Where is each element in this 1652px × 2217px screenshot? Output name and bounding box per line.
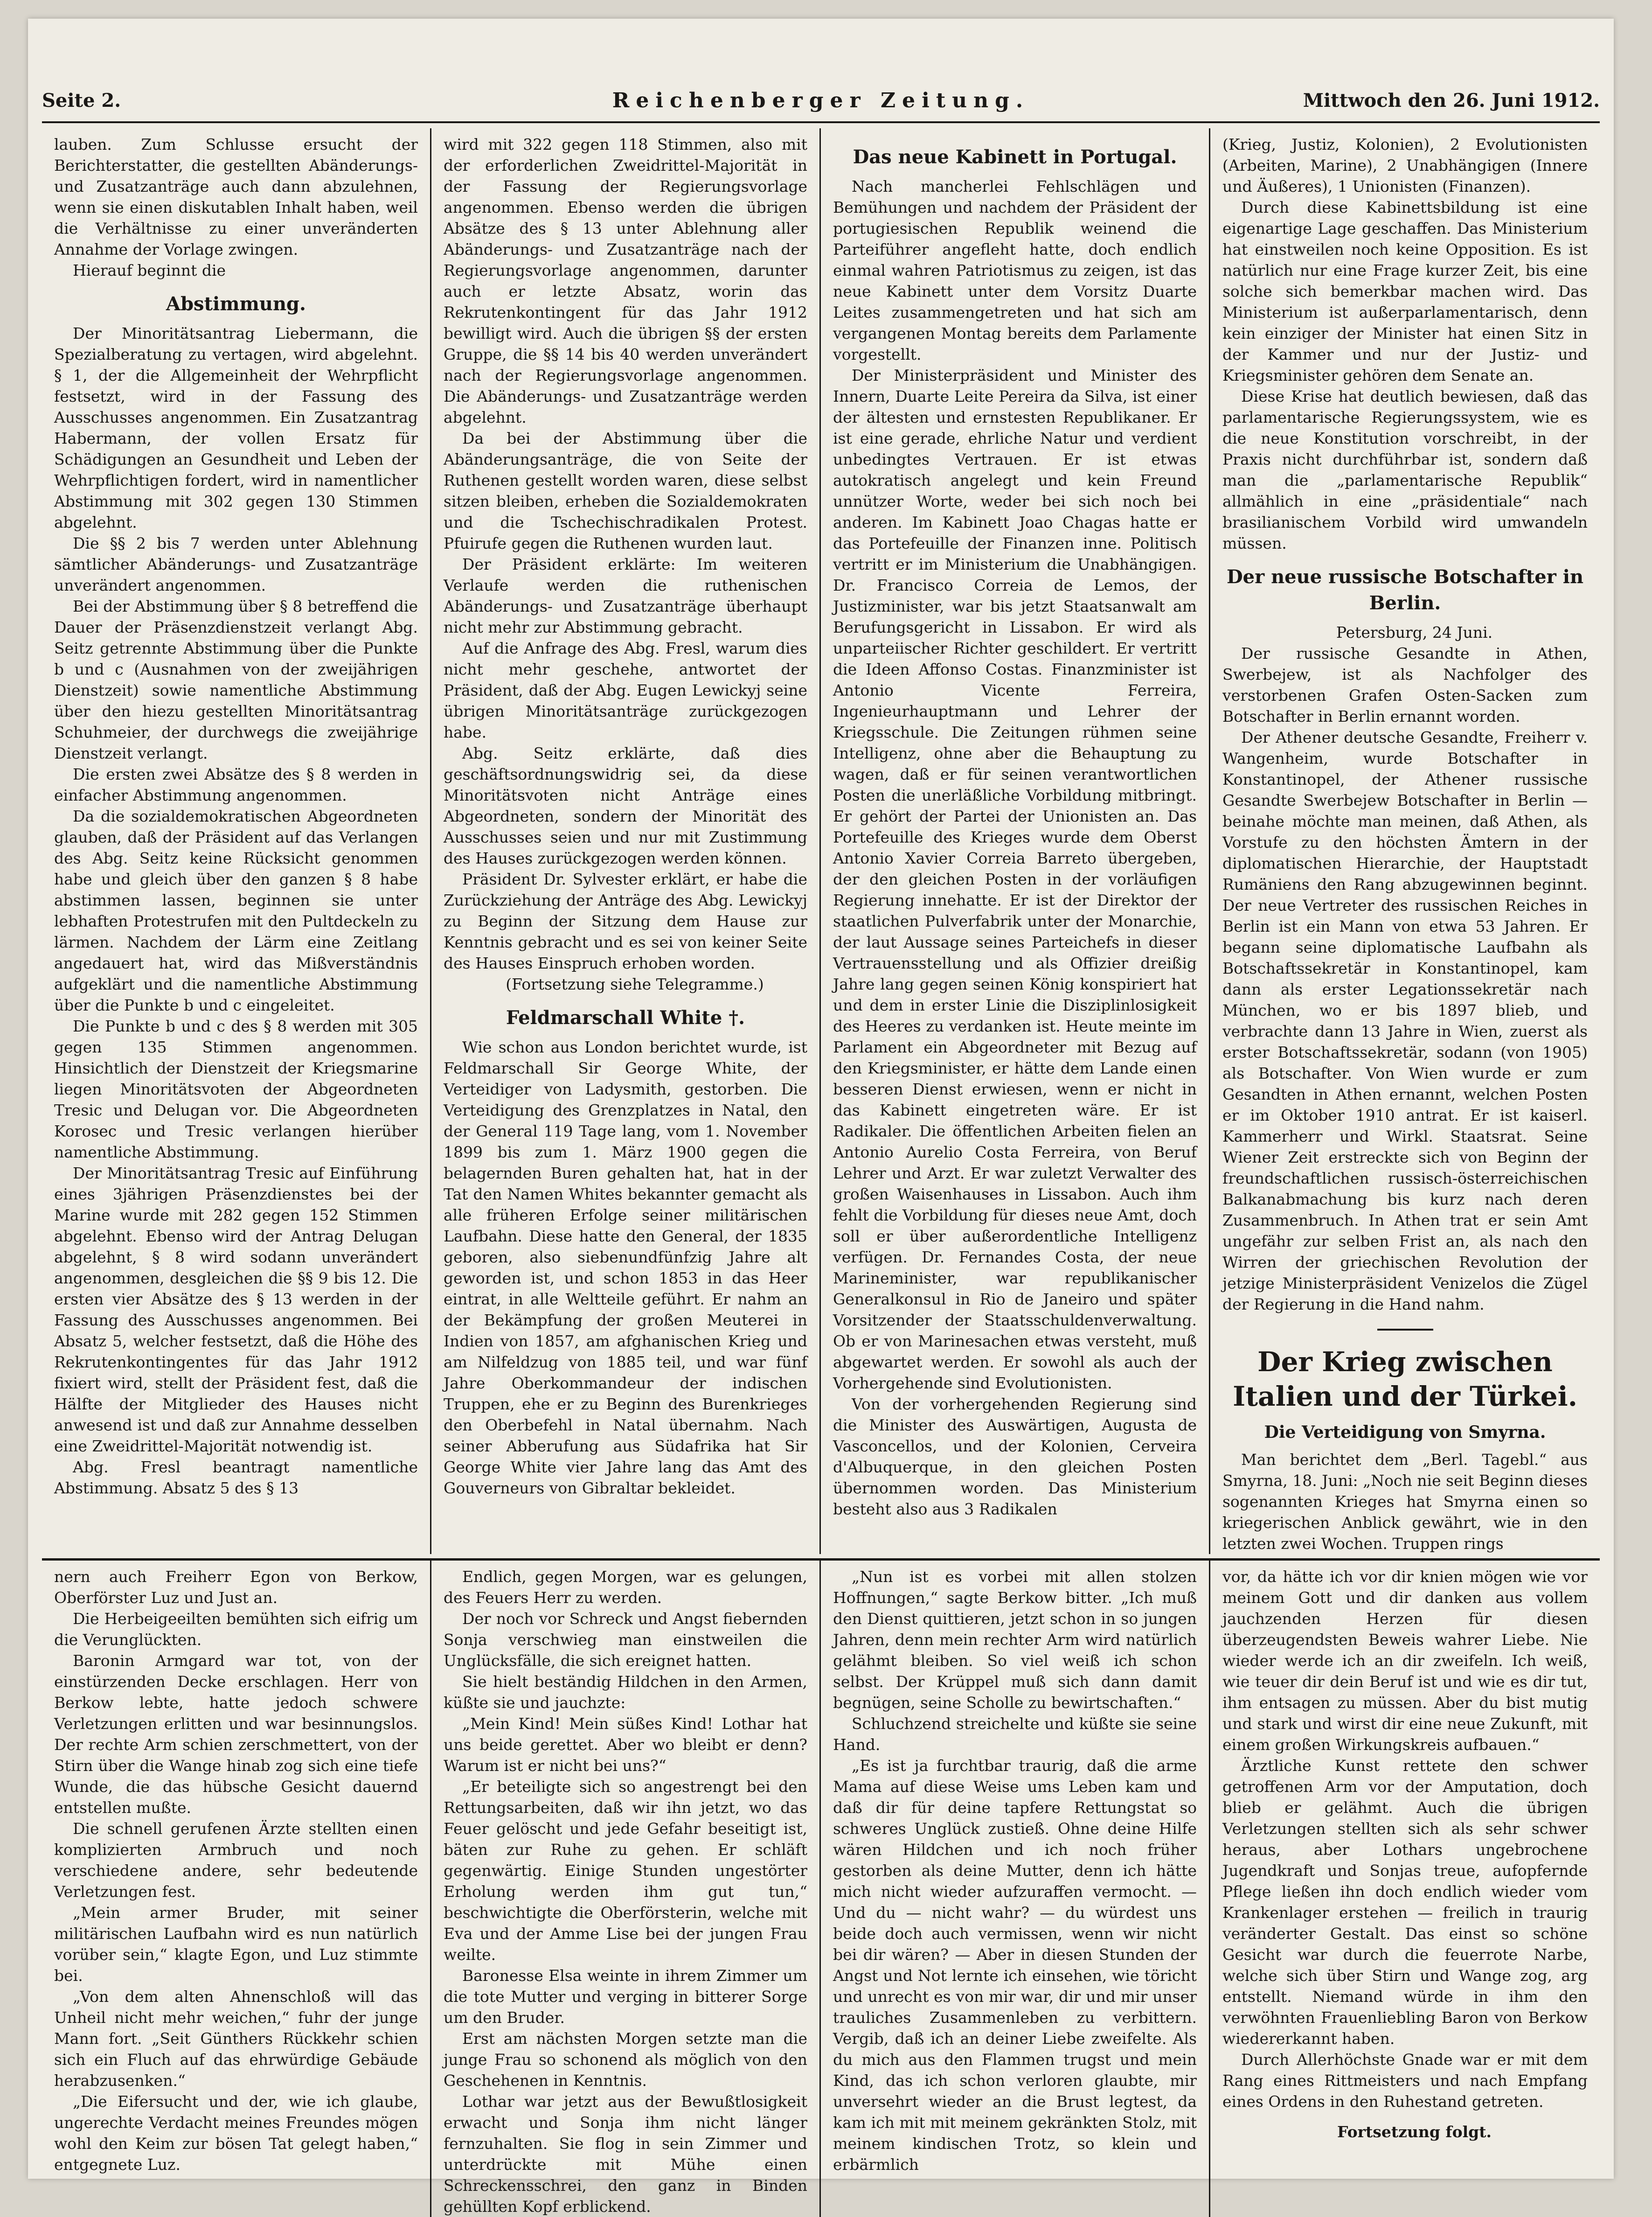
paragraph: Der Minoritätsantrag Tresic auf Einführung eines 3jährigen Präsenzdienstes bei der Marine wurde mit 282 gegen 152 Stimmen abgelehnt. Ebenso wird der Antrag Delugan abgelehnt, § 8 wird sodann unverändert angenommen, desgleichen die §§ 9 bis 12. Die ersten vier Absätze des § 13 werden in der Fassung des Ausschusses angenommen. Bei Absatz 5, welcher festsetzt, daß die Höhe des Rekrutenkontingentes für das Jahr 1912 fixiert wird, stellt der Präsident fest, daß die Hälfte der Mitglieder des Hauses nicht anwesend ist und daß zur Annahme desselben eine Zweidrittel-Majorität notwendig ist. xyxy=(54,1164,418,1455)
newspaper-page xyxy=(28,19,1614,2216)
paragraph: Lothar war jetzt aus der Bewußtlosigkeit erwacht und Sonja ihm nicht länger fernzuhalten. Sie flog in sein Zimmer und unterdrückte mit Mühe einen Schreckensschrei, den ganz in Binden gehüllten Kopf erblickend. xyxy=(444,2092,807,2216)
paragraph: Der Minoritätsantrag Liebermann, die Spezialberatung zu vertagen, wird abgelehnt. § 1, der die Allgemeinheit der Wehrpflicht festsetzt, wird in der Fassung des Ausschusses angenommen. Ein Zusatzantrag Habermann, der vollen Ersatz für Schädigungen an Gesundheit und Leben der Wehrpflichtigen fordert, wird in namentlicher Abstimmung mit 302 gegen 130 Stimmen abgelehnt. xyxy=(54,324,418,531)
feuilleton-column-1 xyxy=(42,1561,431,2217)
paragraph: Endlich, gegen Morgen, war es gelungen, des Feuers Herr zu werden. xyxy=(444,1568,807,1607)
feuilleton-section xyxy=(42,1558,1600,2216)
article-headline-white: Feldmarschall White †. xyxy=(506,1007,745,1029)
paragraph: „Von dem alten Ahnenschloß will das Unheil nicht mehr weichen,“ fuhr der junge Mann fort. „Seit Günthers Rückkehr schien sich ein Fluch auf das ehrwürdige Gebäude herabzusenken.“ xyxy=(54,1987,418,2090)
section-heading: Abstimmung. xyxy=(166,293,306,315)
paragraph: Durch diese Kabinettsbildung ist eine eigenartige Lage geschaffen. Das Ministerium hat einstweilen noch keine Opposition. Es ist natürlich nur eine Frage kurzer Zeit, bis eine solche sich bemerkbar machen wird. Das Ministerium ist außerparlamentarisch, denn kein einziger der Minister hat einen Sitz in der Kammer und nur der Justiz- und Kriegsminister gehören dem Senate an. xyxy=(1222,198,1588,384)
paragraph: Da bei der Abstimmung über die Abänderungsanträge, die von Seite der Ruthenen gestellt worden waren, diese selbst sitzen bleiben, erheben die Sozialdemokraten und die Tschechischradikalen Protest. Pfuirufe gegen die Ruthenen wurden laut. xyxy=(444,429,807,552)
column-2 xyxy=(431,128,821,1554)
paragraph: Der Präsident erklärte: Im weiteren Verlaufe werden die ruthenischen Abänderungs- und Zusatzanträge überhaupt nicht mehr zur Abstimmung gebracht. xyxy=(444,555,807,636)
paragraph: Sie hielt beständig Hildchen in den Armen, küßte sie und jauchzte: xyxy=(444,1673,807,1712)
page-number: Seite 2. xyxy=(42,89,121,112)
feuilleton-column-3 xyxy=(821,1561,1210,2217)
paragraph: Der Ministerpräsident und Minister des Innern, Duarte Leite Pereira da Silva, ist einer der ältesten und ernstesten Republikaner. Er ist eine gerade, ehrliche Natur und verdient unbedingtes Vertrauen. Er ist etwas autokratisch angelegt und kein Freund unnützer Worte, weder bei sich noch bei anderen. Im Kabinett Joao Chagas hatte er das Portefeuille der Finanzen inne. Politisch vertritt er im Ministerium die Unabhängigen. Dr. Francisco Correia de Lemos, der Justizminister, war bis jetzt Staatsanwalt am Berufungsgericht in Lissabon. Er wird als unparteiischer Richter geschildert. Er vertritt die Ideen Affonso Costas. Finanzminister ist Antonio Vicente Ferreira, Ingenieurhauptmann und Lehrer der Kriegsschule. Die Zeitungen rühmen seine Intelligenz, ohne aber die Behauptung zu wagen, daß er für seinen verantwortlichen Posten die unerläßliche Vorbildung mitbringt. Er gehört der Partei der Unionisten an. Das Portefeuille des Krieges wurde dem Oberst Antonio Xavier Correia Barreto übergeben, der den gleichen Posten in der vorläufigen Regierung innehatte. Er ist der Direktor der staatlichen Pulverfabrik unter der Monarchie, der laut Aussage seines Parteichefs in dieser Vertrauensstellung und als Offizier dreißig Jahre lang gegen seinen König konspiriert hat und dem in erster Linie die Disziplinlosigkeit des Heeres zu verdanken ist. Heute meinte im Parlament ein Abgeordneter mit Bezug auf den Kriegsminister, er hätte dem Lande einen besseren Dienst erwiesen, wenn er nicht in das Kabinett eingetreten wäre. Er ist Radikaler. Die öffentlichen Arbeiten fielen an Antonio Aurelio Costa Ferreira, von Beruf Lehrer und Arzt. Er war zuletzt Verwalter des großen Waisenhauses in Lissabon. Auch ihm fehlt die Vorbildung für dieses neue Amt, doch soll er über außerordentliche Intelligenz verfügen. Dr. Fernandes Costa, der neue Marineminister, war republikanischer Generalkonsul in Rio de Janeiro und später Vorsitzender der Staatsschuldenverwaltung. Ob er von Marinesachen etwas versteht, muß abgewartet werden. Er sowohl als auch der Vorhergehende sind Evolutionisten. xyxy=(833,366,1197,1392)
paragraph: Schluchzend streichelte und küßte sie seine Hand. xyxy=(833,1715,1197,1754)
paragraph: Abg. Fresl beantragt namentliche Abstimmung. Absatz 5 des § 13 xyxy=(54,1458,418,1497)
paragraph: Der russische Gesandte in Athen, Swerbejew, ist als Nachfolger des verstorbenen Grafen Osten-Sacken zum Botschafter in Berlin ernannt worden. xyxy=(1222,644,1588,725)
article-headline-krieg: Der Krieg zwischen Italien und der Türkei. xyxy=(1233,1346,1577,1412)
paragraph: Ärztliche Kunst rettete den schwer getroffenen Arm vor der Amputation, doch blieb er gelähmt. Auch die übrigen Verletzungen stellten sich als sehr schwer heraus, aber Lothars ungebrochene Jugendkraft und Sonjas treue, aufopfernde Pflege ließen ihn doch endlich wieder vom Krankenlager erstehen — freilich in traurig veränderter Gestalt. Das einst so schöne Gesicht war durch die feuerrote Narbe, welche sich über Stirn und Wange zog, arg entstellt. Niemand würde in ihm den verwöhnten Frauenliebling Baron von Berkow wiedererkannt haben. xyxy=(1222,1757,1588,2048)
page-header xyxy=(42,79,1600,123)
paragraph: Präsident Dr. Sylvester erklärt, er habe die Zurückziehung der Anträge des Abg. Lewickyj zu Beginn der Sitzung dem Hause zur Kenntnis gebracht und es sei von keiner Seite des Hauses Einspruch erhoben worden. xyxy=(444,870,807,972)
article-subheadline-smyrna: Die Verteidigung von Smyrna. xyxy=(1264,1422,1546,1442)
paragraph: Baronin Armgard war tot, von der einstürzenden Decke erschlagen. Herr von Berkow lebte, hatte jedoch schwere Verletzungen erlitten und war besinnungslos. Der rechte Arm schien zerschmettert, von der Stirn über die Wange hinab zog sich eine tiefe Wunde, die das hübsche Gesicht dauernd entstellen mußte. xyxy=(54,1652,418,1817)
paragraph: Auf die Anfrage des Abg. Fresl, warum dies nicht mehr geschehe, antwortet der Präsident, daß der Abg. Eugen Lewickyj seine übrigen Minoritätsanträge zurückgezogen habe. xyxy=(444,639,807,741)
paragraph: Die Herbeigeeilten bemühten sich eifrig um die Verunglückten. xyxy=(54,1610,418,1649)
paragraph: „Es ist ja furchtbar traurig, daß die arme Mama auf diese Weise ums Leben kam und daß dir für deine tapfere Rettungstat so schweres Unglück zustieß. Ohne deine Hilfe wären Hildchen und ich noch früher gestorben als deine Mutter, denn ich hätte mich nicht wieder aufzuraffen vermocht. — Und du — nicht wahr? — du würdest uns beide doch auch vermissen, wenn wir nicht bei dir wären? — Aber in diesen Stunden der Angst und Not lernte ich einsehen, wie töricht und unrecht es von mir war, dir und mir unser trauliches Zusammenleben zu verbittern. Vergib, daß ich an deiner Liebe zweifelte. Als du mich aus den Flammen trugst und mein Kind, das ich schon verloren glaubte, mir unversehrt wieder an die Brust legtest, da kam ich mit mit meinem gekränkten Stolz, mit meinem kindischen Trotz, so klein und erbärmlich xyxy=(833,1757,1197,2174)
paragraph: Hierauf beginnt die xyxy=(73,261,226,279)
feuilleton-column-4 xyxy=(1210,1561,1600,2217)
paragraph: nern auch Freiherr Egon von Berkow, Oberförster Luz und Just an. xyxy=(54,1568,418,1607)
paragraph: vor, da hätte ich vor dir knien mögen wie vor meinem Gott und dir danken aus vollem jauchzenden Herzen für diesen überzeugendsten Beweis wahrer Liebe. Nie wieder werde ich an dir zweifeln. Ich weiß, wie teuer dir dein Beruf ist und wie es dir tut, ihm entsagen zu müssen. Aber du bist mutig und stark und wirst dir eine neue Zukunft, mit einem großen Wirkungskreis aufbauen.“ xyxy=(1222,1568,1588,1754)
section-divider xyxy=(1377,1329,1433,1331)
paragraph: wird mit 322 gegen 118 Stimmen, also mit der erforderlichen Zweidrittel-Majorität in der Fassung der Regierungsvorlage angenommen. Ebenso werden die übrigen Absätze des § 13 unter Ablehnung aller Abänderungs- und Zusatzanträge nach der Regierungsvorlage angenommen, darunter auch er letzte Absatz, worin das Rekrutenkontingent für das Jahr 1912 bewilligt wird. Auch die übrigen §§ der ersten Gruppe, die §§ 14 bis 40 werden unverändert nach der Regierungsvorlage angenommen. Die Abänderungs- und Zusatzanträge werden abgelehnt. xyxy=(444,135,807,426)
paragraph: Die §§ 2 bis 7 werden unter Ablehnung sämtlicher Abänderungs- und Zusatzanträge unverändert angenommen. xyxy=(54,534,418,594)
newspaper-title: Reichenberger Zeitung. xyxy=(612,88,1030,112)
paragraph: Der noch vor Schreck und Angst fiebernden Sonja verschwieg man einstweilen die Unglücksfälle, die sich ereignet hatten. xyxy=(444,1610,807,1670)
paragraph: Wie schon aus London berichtet wurde, ist Feldmarschall Sir George White, der Verteidiger von Ladysmith, gestorben. Die Verteidigung des Grenzplatzes in Natal, den der General 119 Tage lang, vom 1. November 1899 bis zum 1. März 1900 gegen die belagernden Buren gehalten hat, hat in der Tat den Namen Whites bekannter gemacht als alle früheren Erfolge seiner militärischen Laufbahn. Diese hatte den General, der 1835 geboren, also siebenundfünfzig Jahre alt geworden ist, und schon 1853 in das Heer eintrat, in alle Weltteile geführt. Er nahm an der Bekämpfung der großen Meuterei in Indien von 1857, am afghanischen Krieg und am Nilfeldzug von 1885 teil, und war fünf Jahre Oberkommandeur der indischen Truppen, ehe er zu Beginn des Burenkrieges den Oberbefehl in Natal übernahm. Nach seiner Abberufung aus Südafrika hat Sir George White vier Jahre lang das Amt des Gouverneurs von Gibraltar bekleidet. xyxy=(444,1038,807,1497)
article-headline-botschafter: Der neue russische Botschafter in Berlin. xyxy=(1226,566,1584,614)
paragraph: Bei der Abstimmung über § 8 betreffend die Dauer der Präsenzdienstzeit verlangt Abg. Seitz getrennte Abstimmung über die Punkte b und c (Ausnahmen von der zweijährigen Dienstzeit) sowie namentliche Abstimmung über den hiezu gestellten Minoritätsantrag Schuhmeier, der durchwegs die zweijährige Dienstzeit verlangt. xyxy=(54,597,418,762)
paragraph: „Nun ist es vorbei mit allen stolzen Hoffnungen,“ sagte Berkow bitter. „Ich muß den Dienst quittieren, jetzt schon in so jungen Jahren, denn mein rechter Arm wird natürlich gelähmt bleiben. So viel weiß ich schon selbst. Der Krüppel muß sich dann damit begnügen, seine Scholle zu bewirtschaften.“ xyxy=(833,1568,1197,1712)
paragraph: Baronesse Elsa weinte in ihrem Zimmer um die tote Mutter und verging in bitterer Sorge um den Bruder. xyxy=(444,1966,807,2027)
continuation-note: Fortsetzung folgt. xyxy=(1337,2123,1492,2141)
paragraph: Die schnell gerufenen Ärzte stellten einen komplizierten Armbruch und noch verschiedene andere, sehr bedeutende Verletzungen fest. xyxy=(54,1820,418,1901)
paragraph: „Mein armer Bruder, mit seiner militärischen Laufbahn wird es nun natürlich vorüber sein,“ klagte Egon, und Luz stimmte bei. xyxy=(54,1903,418,1985)
article-headline-portugal: Das neue Kabinett in Portugal. xyxy=(853,146,1177,168)
paragraph: Der Athener deutsche Gesandte, Freiherr v. Wangenheim, wurde Botschafter in Konstantinopel, der Athener russische Gesandte Swerbejew Botschafter in Berlin — beinahe möchte man meinen, daß Athen, als Vorstufe zu den höchsten Ämtern in der diplomatischen Hierarchie, der Hauptstadt Rumäniens den Rang abzugewinnen beginnt. Der neue Vertreter des russischen Reiches in Berlin ist ein Mann von etwa 53 Jahren. Er begann seine diplomatische Laufbahn als Botschaftssekretär in Konstantinopel, kam dann als erster Legationssekretär nach München, wo er bis 1897 blieb, und verbrachte dann 13 Jahre in Wien, zuerst als erster Botschaftssekretär, sodann (von 1905) als Botschafter. Von Wien wurde er zum Gesandten in Athen ernannt, welchen Posten er im Oktober 1910 antrat. Er ist kaiserl. Kammerherr und Wirkl. Staatsrat. Seine Wiener Zeit erstreckte sich von Beginn der freundschaftlichen russisch-österreichischen Balkanabmachung bis kurz nach deren Zusammenbruch. In Athen trat er sein Amt ungefähr zur selben Frist an, als nach den Wirren der griechischen Revolution der jetzige Ministerpräsident Venizelos die Zügel der Regierung in die Hand nahm. xyxy=(1222,728,1588,1313)
paragraph: Durch Allerhöchste Gnade war er mit dem Rang eines Rittmeisters und nach Empfang eines Ordens in den Ruhestand getreten. xyxy=(1222,2050,1588,2111)
column-4 xyxy=(1210,128,1600,1554)
paragraph: (Krieg, Justiz, Kolonien), 2 Evolutionisten (Arbeiten, Marine), 2 Unabhängigen (Innere und Äußeres), 1 Unionisten (Finanzen). xyxy=(1222,135,1588,195)
paragraph: Erst am nächsten Morgen setzte man die junge Frau so schonend als möglich von den Geschehenen in Kenntnis. xyxy=(444,2029,807,2090)
dateline: Petersburg, 24 Juni. xyxy=(1336,623,1493,641)
column-1 xyxy=(42,128,431,1554)
column-3 xyxy=(821,128,1210,1554)
paragraph: Von der vorhergehenden Regierung sind die Minister des Auswärtigen, Augusta de Vasconcellos, und der Kolonien, Cerveira d'Albuquerque, in den gleichen Posten übernommen worden. Das Ministerium besteht also aus 3 Radikalen xyxy=(833,1395,1197,1518)
feuilleton-column-2 xyxy=(431,1561,821,2217)
upper-section xyxy=(42,128,1600,1551)
paragraph: Da die sozialdemokratischen Abgeordneten glauben, daß der Präsident auf das Verlangen des Abg. Seitz keine Rücksicht genommen habe und gleich über den ganzen § 8 habe abstimmen lassen, beginnen sie unter lebhaften Protestrufen mit den Pultdeckeln zu lärmen. Nachdem der Lärm eine Zeitlang angedauert hat, wird das Mißverständnis aufgeklärt und die namentliche Abstimmung über die Punkte b und c eingeleitet. xyxy=(54,807,418,1014)
paragraph: Die ersten zwei Absätze des § 8 werden in einfacher Abstimmung angenommen. xyxy=(54,765,418,804)
continuation-note: (Fortsetzung siehe Telegramme.) xyxy=(506,975,764,993)
paragraph: Abg. Seitz erklärte, daß dies geschäftsordnungswidrig sei, da diese Minoritätsvoten nicht Anträge eines Abgeordneten, sondern der Minorität des Ausschusses seien und nur mit Zustimmung des Hauses zurückgezogen werden können. xyxy=(444,744,807,867)
paragraph: Die Punkte b und c des § 8 werden mit 305 gegen 135 Stimmen angenommen. Hinsichtlich der Dienstzeit der Kriegsmarine liegen Minoritätsvoten der Abgeordneten Tresic und Delugan vor. Die Abgeordneten Korosec und Tresic verlangen hierüber namentliche Abstimmung. xyxy=(54,1017,418,1161)
paragraph: „Mein Kind! Mein süßes Kind! Lothar hat uns beide gerettet. Aber wo bleibt er denn? Warum ist er nicht bei uns?“ xyxy=(444,1715,807,1775)
paragraph: Nach mancherlei Fehlschlägen und Bemühungen und nachdem der Präsident der portugiesischen Republik weinend die Parteiführer angefleht hatte, doch endlich einmal wahren Patriotismus zu zeigen, ist das neue Kabinett unter dem Vorsitz Duarte Leites zusammengetreten und hat sich am vergangenen Montag bereits dem Parlamente vorgestellt. xyxy=(833,177,1197,363)
issue-date: Mittwoch den 26. Juni 1912. xyxy=(1303,89,1600,112)
paragraph: lauben. Zum Schlusse ersucht der Berichterstatter, die gestellten Abänderungs- und Zusatzanträge auch dann abzulehnen, wenn sie einen diskutablen Inhalt haben, weil die Verhältnisse zu einer unveränderten Annahme der Vorlage zwingen. xyxy=(54,135,418,258)
paragraph: „Die Eifersucht und der, wie ich glaube, ungerechte Verdacht meines Freundes mögen wohl den Keim zur bösen Tat gelegt haben,“ entgegnete Luz. xyxy=(54,2092,418,2174)
paragraph: „Er beteiligte sich so angestrengt bei den Rettungsarbeiten, daß wir ihn jetzt, wo das Feuer gelöscht und jede Gefahr beseitigt ist, bäten zur Ruhe zu gehen. Er schläft gegenwärtig. Einige Stunden ungestörter Erholung werden ihm gut tun,“ beschwichtigte die Oberförsterin, welche mit Eva und der Amme Lise bei der jungen Frau weilte. xyxy=(444,1778,807,1964)
paragraph: Diese Krise hat deutlich bewiesen, daß das parlamentarische Regierungssystem, wie es die neue Konstitution vorschreibt, in der Praxis nicht durchführbar ist, sondern daß man die „parlamentarische Republik“ allmählich in eine „präsidentiale“ nach brasilianischem Vorbild wird umwandeln müssen. xyxy=(1222,387,1588,552)
paragraph: Man berichtet dem „Berl. Tagebl.“ aus Smyrna, 18. Juni: „Noch nie seit Beginn dieses sogenannten Krieges hat Smyrna einen so kriegerischen Anblick gewährt, wie in den letzten zwei Wochen. Truppen rings xyxy=(1222,1450,1588,1553)
